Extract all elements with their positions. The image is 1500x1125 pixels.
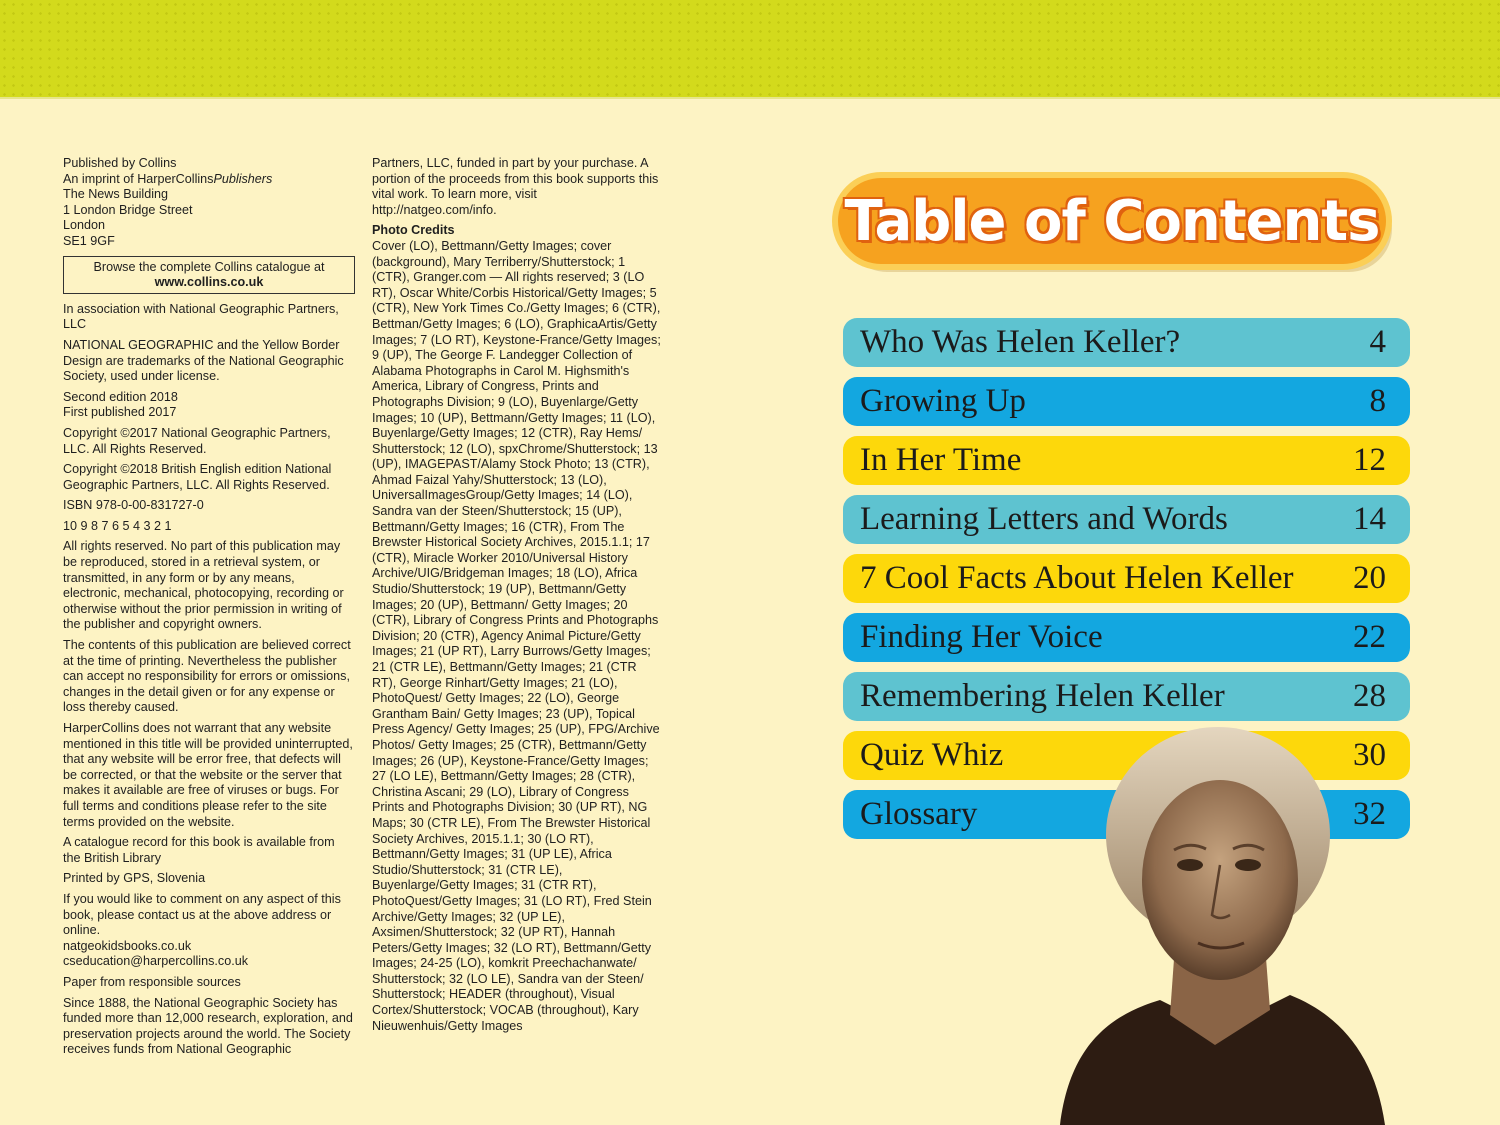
toc-entry[interactable] <box>843 436 1410 485</box>
catalogue-box <box>63 256 355 294</box>
comment-text: If you would like to comment on any aspect of this book, please contact us at the above address or online. natgeokidsbooks.co.uk cseducation@harpercollins.co.uk <box>63 891 341 969</box>
trademark-text: NATIONAL GEOGRAPHIC and the Yellow Border Design are trademarks of the National Geographic Society, used under license. <box>63 337 344 384</box>
imprint-line <box>63 172 355 188</box>
print-run-text: 10 9 8 7 6 5 4 3 2 1 <box>63 518 172 533</box>
helen-keller-portrait <box>1040 715 1400 1125</box>
toc-title: Table of Contents <box>844 188 1380 254</box>
society-text: Since 1888, the National Geographic Society has funded more than 12,000 research, exploration, and preservation projects around the world. The Society receives funds from National Geographic <box>63 995 353 1057</box>
toc-entry-page: 8 <box>1369 383 1386 419</box>
toc-entry-page: 12 <box>1353 442 1386 478</box>
toc-entry[interactable] <box>843 377 1410 426</box>
toc-entry-page: 30 <box>1353 737 1386 773</box>
toc-entry-page: 4 <box>1369 324 1386 360</box>
toc-entry[interactable] <box>843 554 1410 603</box>
toc-entry-page: 28 <box>1353 678 1386 714</box>
copyright-text-2: Copyright ©2018 British English edition National Geographic Partners, LLC. All Rights Reserved. <box>63 462 332 492</box>
imprint-prefix: An imprint of HarperCollins <box>63 171 214 186</box>
toc-entry-page: 32 <box>1353 796 1386 832</box>
isbn-text: ISBN 978-0-00-831727-0 <box>63 498 204 513</box>
photo-credits-heading: Photo Credits <box>372 223 455 238</box>
publisher-address: The News Building 1 London Bridge Street London SE1 9GF <box>63 187 193 248</box>
toc-entry-label: Finding Her Voice <box>860 619 1103 655</box>
toc-entry-label: Growing Up <box>860 383 1026 419</box>
photo-credits-text: Cover (LO), Bettmann/Getty Images; cover (background), Mary Terriberry/Shutterstock; 1 (CTR), Granger.com — All rights reserved; 3 (LO RT), Oscar White/Corbis Historical/Getty Images; 5 (CTR), New York Times Co./Getty Images; 6 (CTR), Bettman/Getty Images; 6 (LO), GraphicaArtis/Getty Images; 7 (LO RT), Keystone-France/Getty Images; 9 (UP), The George F. Landegger Collection of Alabama Photographs in Carol M. Highsmith's America, Library of Congress, Prints and Photographs Division; 9 (LO), Buyenlarge/Getty Images; 10 (UP), Bettmann/Getty Images; 11 (LO), Buyenlarge/Getty Images; 12 (CTR), Ray Hems/ Shutterstock; 12 (LO), spxChrome/Shutterstock; 13 (UP), IMAGEPAST/Alamy Stock Photo; 13 (CTR), Ahmad Faizal Yahy/Shutterstock; 13 (LO), UniversalImagesGroup/Getty Images; 14 (LO), Sandra van der Steen/Shutterstock; 15 (UP), Bettmann/Getty Images; 16 (CTR), From The Brewster Historical Society Archives, 2015.1.1; 17 (CTR), Miracle Worker 2010/Universal History Archive/UIG/Bridgeman Images; 18 (LO), Africa Studio/Shutterstock; 19 (UP), Bettmann/Getty Images; 20 (UP), Bettmann/ Getty Images; 20 (CTR), Library of Congress Prints and Photographs Division; 20 (CTR), Agency Animal Picture/Getty Images; 21 (UP RT), Larry Burrows/Getty Images; 21 (CTR LE), Bettmann/Getty Images; 21 (CTR RT), George Rinhart/Getty Images; 21 (LO), PhotoQuest/ Getty Images; 22 (LO), George Grantham Bain/ Getty Images; 23 (UP), Topical Press Agency/ Getty Images; 25 (UP), FPG/Archive Photos/ Getty Images; 25 (CTR), Bettmann/Getty Images; 26 (UP), Keystone-France/Getty Images; 27 (LO LE), Bettmann/Getty Images; 28 (CTR), Christina Ascani; 29 (LO), Library of Congress Prints and Photographs Division; 30 (UP RT), NG Maps; 30 (CTR LE), From The Brewster Historical Society Archives, 2015.1.1; 30 (LO RT), Bettmann/Getty Images; 31 (UP LE), Africa Studio/Shutterstock; 31 (CTR LE), Buyenlarge/Getty Images; 31 (CTR RT), PhotoQuest/Getty Images; 31 (LO RT), Fred Stein Archive/Getty Images; 32 (UP LE), Axsimen/Shutterstock; 32 (UP RT), Hannah Peters/Getty Images; 32 (LO RT), Bettmann/Getty Images; 24-25 (LO), komkrit Preechachanwate/ Shutterstock; 32 (LO LE), Sandra van der Steen/ Shutterstock; HEADER (throughout), Visual Cortex/Shutterstock; VOCAB (throughout), Kary Nieuwenhuis/Getty Images <box>372 238 661 1033</box>
toc-entry-page: 14 <box>1353 501 1386 537</box>
toc-entry-label: Learning Letters and Words <box>860 501 1228 537</box>
catalogue-link[interactable]: www.collins.co.uk <box>154 275 264 290</box>
imprint-column <box>63 156 355 1063</box>
accuracy-text: The contents of this publication are believed correct at the time of printing. Nevertheless the publisher can accept no responsibility for errors or omissions, changes in the detail given or for any expense or loss thereby caused. <box>63 638 351 715</box>
toc-entry-page: 20 <box>1353 560 1386 596</box>
paper-text: Paper from responsible sources <box>63 974 241 989</box>
toc-entry-label: In Her Time <box>860 442 1022 478</box>
catalogue-text: Browse the complete Collins catalogue at <box>93 259 325 274</box>
toc-entry-page: 22 <box>1353 619 1386 655</box>
top-border-band <box>0 0 1500 99</box>
printed-by-text: Printed by GPS, Slovenia <box>63 871 206 886</box>
publisher-line: Published by Collins <box>63 156 177 170</box>
imprint-italic: Publishers <box>213 171 273 186</box>
editions-text: Second edition 2018 First published 2017 <box>63 389 178 420</box>
toc-entry[interactable] <box>843 672 1410 721</box>
copyright-text-1: Copyright ©2017 National Geographic Partners, LLC. All Rights Reserved. <box>63 425 331 456</box>
toc-entry-label: 7 Cool Facts About Helen Keller <box>860 560 1294 596</box>
toc-entry-label: Glossary <box>860 796 978 832</box>
association-text: In association with National Geographic Partners, LLC <box>63 301 339 332</box>
toc-title-banner <box>838 178 1386 264</box>
continuation-text: Partners, LLC, funded in part by your purchase. A portion of the proceeds from this book supports this vital work. To learn more, visit http://natgeo.com/info. <box>372 156 659 217</box>
catalogue-record-text: A catalogue record for this book is available from the British Library <box>63 835 335 865</box>
toc-entry[interactable] <box>843 318 1410 367</box>
toc-entry[interactable] <box>843 613 1410 662</box>
website-disclaimer: HarperCollins does not warrant that any website mentioned in this title will be provided uninterrupted, that any website will be error free, that defects will be corrected, or that the website or the server that makes it available are free of viruses or bugs. For full terms and conditions please refer to the site terms provided on the website. <box>63 721 353 829</box>
rights-text: All rights reserved. No part of this publication may be reproduced, stored in a retrieval system, or transmitted, in any form or by any means, electronic, mechanical, photocopying, recording or otherwise without the prior permission in writing of the publisher and copyright owners. <box>63 539 344 632</box>
credits-column <box>372 156 662 1039</box>
toc-entry[interactable] <box>843 495 1410 544</box>
toc-entry-label: Who Was Helen Keller? <box>860 324 1181 360</box>
toc-entry-label: Remembering Helen Keller <box>860 678 1225 714</box>
toc-entry-label: Quiz Whiz <box>860 737 1004 773</box>
